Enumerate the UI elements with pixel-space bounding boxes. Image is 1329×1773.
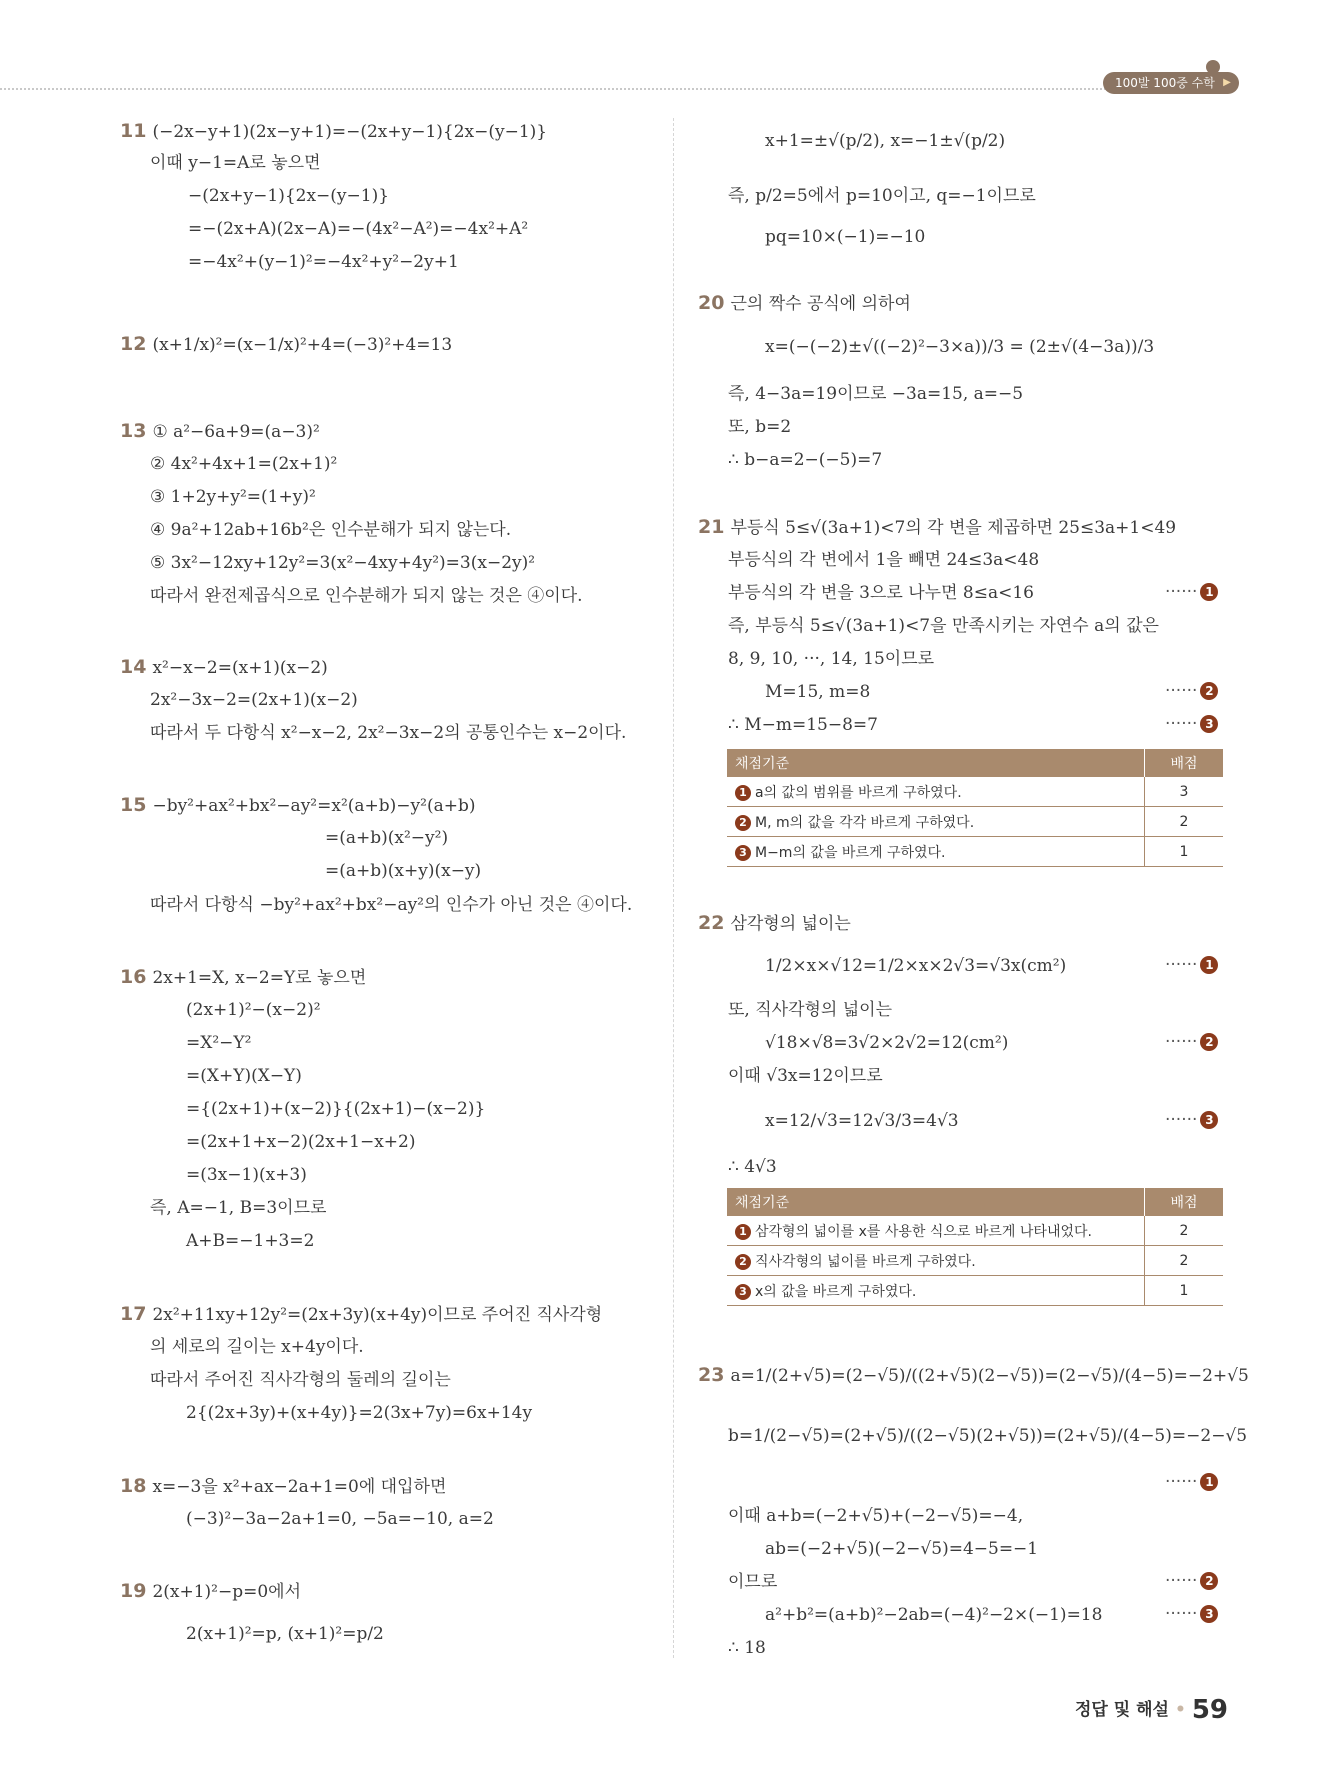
table-row: 1 삼각형의 넓이를 x를 사용한 식으로 바르게 나타내었다. 2	[727, 1216, 1223, 1246]
problem-21-line: M=15, m=8	[765, 682, 871, 702]
score-marker: ······ 3	[1165, 714, 1218, 734]
problem-21-line: ∴ M−m=15−8=7	[728, 715, 878, 735]
problem-13-line: 13 ① a²−6a+9=(a−3)²	[120, 420, 320, 442]
problem-20-line: 즉, 4−3a=19이므로 −3a=15, a=−5	[728, 384, 1024, 404]
problem-11-line: 11 (−2x−y+1)(2x−y+1)=−(2x+y−1){2x−(y−1)}	[120, 120, 548, 142]
problem-23-line: b=1/(2−√5)=(2+√5)/((2−√5)(2+√5))=(2+√5)/(4−5)=−2−√5	[728, 1426, 1248, 1446]
problem-17-line: 따라서 주어진 직사각형의 둘레의 길이는	[150, 1370, 451, 1390]
problem-19-cont-line: 즉, p/2=5에서 p=10이고, q=−1이므로	[728, 186, 1036, 206]
score-marker: ······ 2	[1165, 1571, 1218, 1591]
problem-23-line: 이므로	[728, 1572, 778, 1592]
problem-16-line: ={(2x+1)+(x−2)}{(2x+1)−(x−2)}	[186, 1099, 486, 1119]
problem-20-line: x=(−(−2)±√((−2)²−3×a))/3 = (2±√(4−3a))/3	[765, 337, 1155, 357]
score-marker: ······ 3	[1165, 1604, 1218, 1624]
problem-13-line: ② 4x²+4x+1=(2x+1)²	[150, 454, 338, 474]
chevron-right-icon: ▶	[1223, 77, 1231, 88]
table-header: 채점기준	[727, 749, 1145, 777]
problem-11-line: 이때 y−1=A로 놓으면	[150, 153, 321, 173]
problem-18-line: 18 x=−3을 x²+ax−2a+1=0에 대입하면	[120, 1475, 447, 1497]
problem-11-line: =−(2x+A)(2x−A)=−(4x²−A²)=−4x²+A²	[188, 219, 529, 239]
problem-15-line: 15 −by²+ax²+bx²−ay²=x²(a+b)−y²(a+b)	[120, 794, 476, 816]
problem-20-line: 20 근의 짝수 공식에 의하여	[698, 292, 911, 314]
book-tag: 100발 100중 수학 ▶	[1103, 72, 1239, 94]
problem-21-line: 21 부등식 5≤√(3a+1)<7의 각 변을 제곱하면 25≤3a+1<49	[698, 516, 1177, 538]
problem-22-line: x=12/√3=12√3/3=4√3	[765, 1111, 959, 1131]
problem-16-line: 16 2x+1=X, x−2=Y로 놓으면	[120, 966, 367, 988]
problem-19-line: 19 2(x+1)²−p=0에서	[120, 1580, 302, 1602]
problem-13-line: ④ 9a²+12ab+16b²은 인수분해가 되지 않는다.	[150, 520, 512, 540]
problem-20-line: 또, b=2	[728, 417, 792, 437]
problem-23-line: 이때 a+b=(−2+√5)+(−2−√5)=−4,	[728, 1506, 1024, 1526]
score-marker: ······ 1	[1165, 582, 1218, 602]
table-header: 배점	[1145, 1188, 1224, 1216]
problem-16-line: =(X+Y)(X−Y)	[186, 1066, 302, 1086]
problem-21-line: 8, 9, 10, ···, 14, 15이므로	[728, 649, 935, 669]
problem-15-line: =(a+b)(x+y)(x−y)	[325, 861, 482, 881]
score-marker: ······ 2	[1165, 681, 1218, 701]
problem-13-line: ③ 1+2y+y²=(1+y)²	[150, 487, 316, 507]
scoring-table-21	[727, 749, 1223, 867]
problem-22-line: ∴ 4√3	[728, 1157, 777, 1177]
problem-17-line: 의 세로의 길이는 x+4y이다.	[150, 1337, 364, 1357]
problem-16-line: =X²−Y²	[186, 1033, 252, 1053]
problem-15-line: 따라서 다항식 −by²+ax²+bx²−ay²의 인수가 아닌 것은 ④이다.	[150, 895, 633, 915]
problem-13-line: 따라서 완전제곱식으로 인수분해가 되지 않는 것은 ④이다.	[150, 586, 583, 606]
problem-17-line: 17 2x²+11xy+12y²=(2x+3y)(x+4y)이므로 주어진 직사각형	[120, 1303, 603, 1325]
problem-21-line: 부등식의 각 변을 3으로 나누면 8≤a<16	[728, 583, 1034, 603]
problem-15-line: =(a+b)(x²−y²)	[325, 828, 449, 848]
problem-16-line: =(2x+1+x−2)(2x+1−x+2)	[186, 1132, 416, 1152]
problem-23-line: ab=(−2+√5)(−2−√5)=4−5=−1	[765, 1539, 1039, 1559]
problem-22-line: 22 삼각형의 넓이는	[698, 912, 851, 934]
table-header: 채점기준	[727, 1188, 1145, 1216]
table-row: 2 M, m의 값을 각각 바르게 구하였다. 2	[727, 807, 1223, 837]
problem-19-cont-line: pq=10×(−1)=−10	[765, 227, 926, 247]
problem-16-line: A+B=−1+3=2	[186, 1231, 315, 1251]
problem-13-line: ⑤ 3x²−12xy+12y²=3(x²−4xy+4y²)=3(x−2y)²	[150, 553, 536, 573]
problem-11-line: =−4x²+(y−1)²=−4x²+y²−2y+1	[188, 252, 459, 272]
score-marker: ······ 2	[1165, 1032, 1218, 1052]
problem-20-line: ∴ b−a=2−(−5)=7	[728, 450, 883, 470]
problem-23-line: 23 a=1/(2+√5)=(2−√5)/((2+√5)(2−√5))=(2−√5)/(4−5)=−2+√5	[698, 1364, 1249, 1386]
scoring-table-22	[727, 1188, 1223, 1306]
table-row: 3 M−m의 값을 바르게 구하였다. 1	[727, 837, 1223, 867]
problem-23-line: ∴ 18	[728, 1638, 766, 1658]
score-marker: ······ 3	[1165, 1110, 1218, 1130]
score-marker: ······ 1	[1165, 955, 1218, 975]
problem-11-line: −(2x+y−1){2x−(y−1)}	[188, 186, 390, 206]
problem-16-line: =(3x−1)(x+3)	[186, 1165, 307, 1185]
problem-16-line: 즉, A=−1, B=3이므로	[150, 1198, 327, 1218]
table-row: 3 x의 값을 바르게 구하였다. 1	[727, 1276, 1223, 1306]
table-row: 2 직사각형의 넓이를 바르게 구하였다. 2	[727, 1246, 1223, 1276]
problem-22-line: 이때 √3x=12이므로	[728, 1066, 883, 1086]
problem-12-line: 12 (x+1/x)²=(x−1/x)²+4=(−3)²+4=13	[120, 333, 453, 355]
score-marker: ······ 1	[1165, 1472, 1218, 1492]
table-header: 배점	[1145, 749, 1224, 777]
problem-23-line: a²+b²=(a+b)²−2ab=(−4)²−2×(−1)=18	[765, 1605, 1103, 1625]
header-rule	[0, 88, 1230, 90]
problem-22-line: 1/2×x×√12=1/2×x×2√3=√3x(cm²)	[765, 956, 1067, 976]
page-footer: 정답 및 해설 • 59	[1075, 1695, 1229, 1725]
footer-label: 정답 및 해설	[1075, 1700, 1169, 1720]
problem-17-line: 2{(2x+3y)+(x+4y)}=2(3x+7y)=6x+14y	[186, 1403, 533, 1423]
problem-21-line: 즉, 부등식 5≤√(3a+1)<7을 만족시키는 자연수 a의 값은	[728, 616, 1159, 636]
page-number: 59	[1191, 1695, 1229, 1725]
column-divider	[673, 118, 674, 1658]
problem-22-line: √18×√8=3√2×2√2=12(cm²)	[765, 1033, 1009, 1053]
problem-14-line: 2x²−3x−2=(2x+1)(x−2)	[150, 690, 358, 710]
problem-18-line: (−3)²−3a−2a+1=0, −5a=−10, a=2	[186, 1509, 494, 1529]
problem-22-line: 또, 직사각형의 넓이는	[728, 1000, 893, 1020]
table-row: 1 a의 값의 범위를 바르게 구하였다. 3	[727, 777, 1223, 807]
problem-14-line: 따라서 두 다항식 x²−x−2, 2x²−3x−2의 공통인수는 x−2이다.	[150, 723, 627, 743]
problem-19-line: 2(x+1)²=p, (x+1)²=p/2	[186, 1624, 384, 1644]
problem-21-line: 부등식의 각 변에서 1을 빼면 24≤3a<48	[728, 550, 1040, 570]
problem-14-line: 14 x²−x−2=(x+1)(x−2)	[120, 656, 328, 678]
problem-19-cont-line: x+1=±√(p/2), x=−1±√(p/2)	[765, 131, 1006, 151]
problem-16-line: (2x+1)²−(x−2)²	[186, 1000, 321, 1020]
